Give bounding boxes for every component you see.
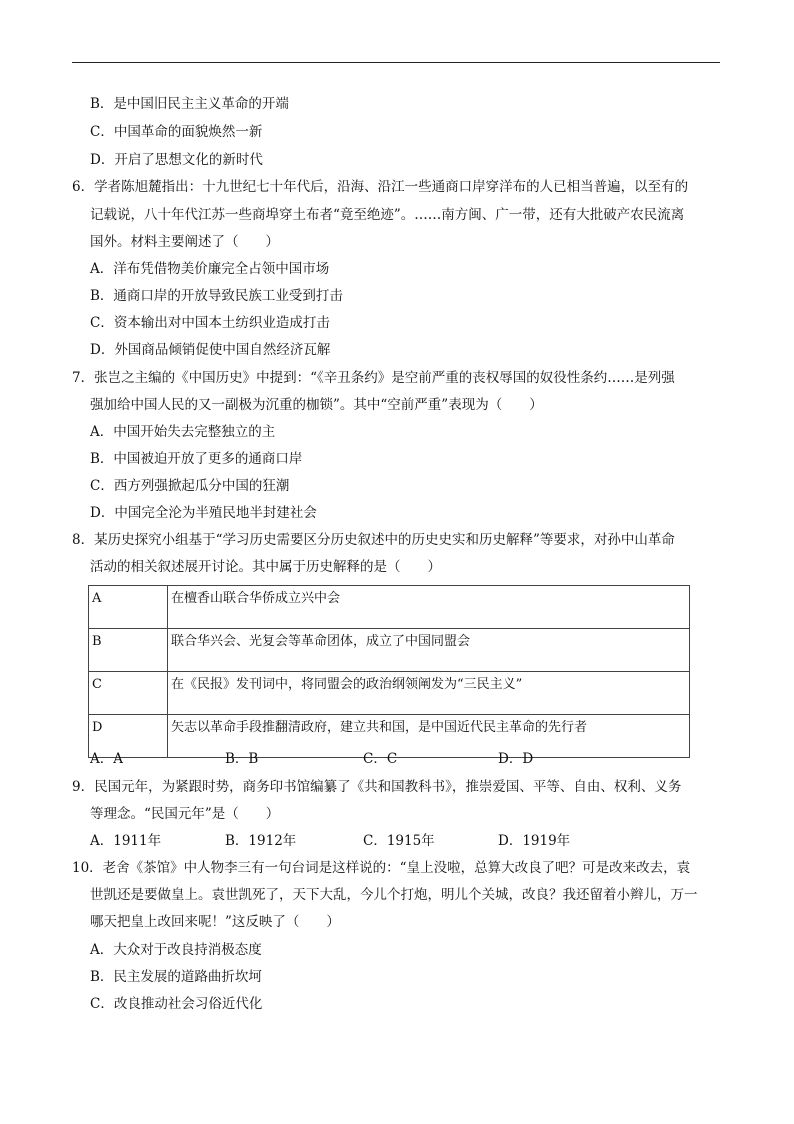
table-text-a: 在檀香山联合华侨成立兴中会 <box>168 586 690 629</box>
q8-stem-line-2: 活动的相关叙述展开讨论。其中属于历史解释的是（ ） <box>90 559 441 575</box>
table-row <box>89 672 690 715</box>
q8-option-c: C．C <box>363 751 398 767</box>
q9-stem-line-1: 9．民国元年，为紧跟时势，商务印书馆编纂了《共和国教科书》，推崇爱国、平等、自由、权利、义务 <box>72 779 682 795</box>
q6-option-a: A．洋布凭借物美价廉完全占领中国市场 <box>90 261 330 277</box>
q5-option-d: D．开启了思想文化的新时代 <box>90 152 263 168</box>
q7-stem-line-2: 强加给中国人民的又一副极为沉重的枷锁”。其中“空前严重”表现为（ ） <box>90 397 543 413</box>
table-key-b: B <box>89 629 168 672</box>
table-key-a: A <box>89 586 168 629</box>
q10-stem-line-2: 世凯还是要做皇上。袁世凯死了，天下大乱，今儿个打炮，明儿个关城，改良？我还留着小辫儿，万一 <box>90 887 698 903</box>
q5-option-c: C．中国革命的面貌焕然一新 <box>90 124 263 140</box>
q7-option-d: D．中国完全沦为半殖民地半封建社会 <box>90 505 317 521</box>
q10-stem-line-1: 10．老舍《茶馆》中人物李三有一句台词是这样说的：“皇上没啦，总算大改良了吧？可是改来改去，袁 <box>72 860 691 876</box>
q8-option-a: A．A <box>90 751 123 767</box>
q9-option-a: A．1911年 <box>90 833 162 849</box>
q10-stem-line-3: 哪天把皇上改回来呢！”这反映了（ ） <box>90 914 340 930</box>
q5-option-b: B．是中国旧民主主义革命的开端 <box>90 96 289 112</box>
q6-option-b: B．通商口岸的开放导致民族工业受到打击 <box>90 288 343 304</box>
q8-table <box>88 585 690 758</box>
table-text-c: 在《民报》发刊词中，将同盟会的政治纲领阐发为“三民主义” <box>168 672 690 715</box>
table-key-c: C <box>89 672 168 715</box>
q10-option-b: B．民主发展的道路曲折坎坷 <box>90 969 262 985</box>
q9-stem-line-2: 等理念。“民国元年”是（ ） <box>90 806 280 822</box>
q9-option-b: B．1912年 <box>225 833 297 849</box>
table-row <box>89 586 690 629</box>
table-text-b: 联合华兴会、光复会等革命团体，成立了中国同盟会 <box>168 629 690 672</box>
table-key-d: D <box>89 715 168 758</box>
q7-stem-line-1: 7．张岂之主编的《中国历史》中提到：“《辛丑条约》是空前严重的丧权辱国的奴役性条约……是列强 <box>72 370 675 386</box>
q10-option-c: C．改良推动社会习俗近代化 <box>90 996 263 1012</box>
q10-option-a: A．大众对于改良持消极态度 <box>90 942 262 958</box>
q6-stem-line-3: 国外。材料主要阐述了（ ） <box>90 234 279 250</box>
q7-option-c: C．西方列强掀起瓜分中国的狂潮 <box>90 478 290 494</box>
q8-option-d: D．D <box>498 751 534 767</box>
q6-stem-line-1: 6．学者陈旭麓指出：十九世纪七十年代后，沿海、沿江一些通商口岸穿洋布的人已相当普遍，以至有的 <box>72 179 689 195</box>
header-rule <box>72 62 720 63</box>
q8-stem-line-1: 8．某历史探究小组基于“学习历史需要区分历史叙述中的历史史实和历史解释”等要求，对孙中山革命 <box>72 532 675 548</box>
q7-option-b: B．中国被迫开放了更多的通商口岸 <box>90 451 303 467</box>
q7-option-a: A．中国开始失去完整独立的主 <box>90 424 276 440</box>
q6-option-d: D．外国商品倾销促使中国自然经济瓦解 <box>90 342 331 358</box>
table-row <box>89 629 690 672</box>
q9-option-c: C．1915年 <box>363 833 435 849</box>
q6-option-c: C．资本输出对中国本土纺织业造成打击 <box>90 315 330 331</box>
q9-option-d: D．1919年 <box>498 833 571 849</box>
q6-stem-line-2: 记载说，八十年代江苏一些商埠穿土布者“竟至绝迹”。……南方闽、广一带，还有大批破产农民流离 <box>90 207 685 223</box>
q8-option-b: B．B <box>225 751 259 767</box>
table-text-d: 矢志以革命手段推翻清政府，建立共和国，是中国近代民主革命的先行者 <box>168 715 690 758</box>
